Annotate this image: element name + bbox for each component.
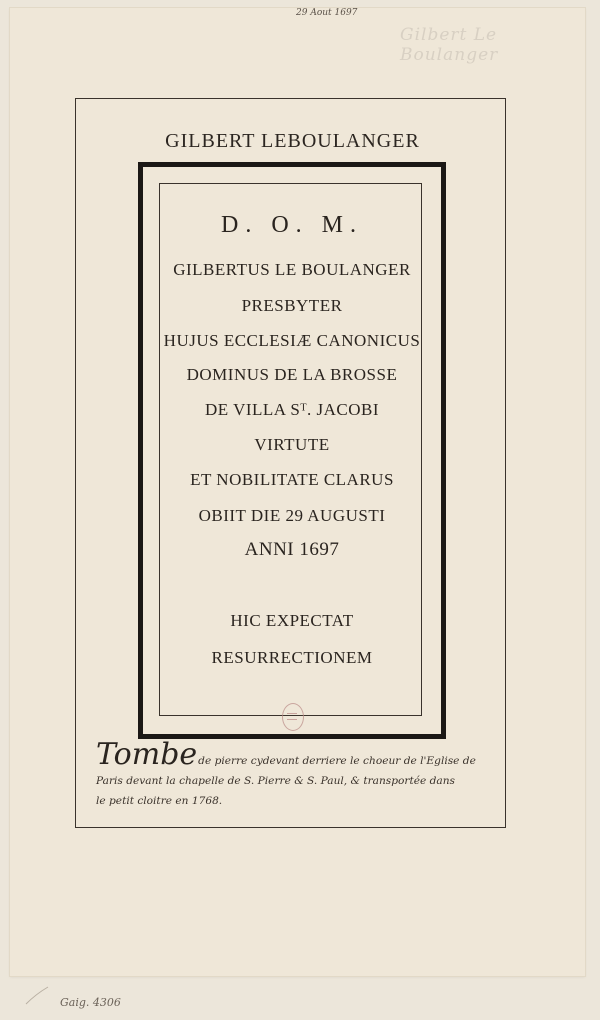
caption-line-1: de pierre cydevant derriere le choeur de l'Eglise de — [198, 755, 476, 767]
pencil-mark — [24, 984, 58, 1006]
top-handwritten-note: 29 Aout 1697 — [296, 8, 358, 18]
inscription-line: RESURRECTIONEM — [211, 648, 373, 667]
inscription-line: ET NOBILITATE CLARUS — [190, 470, 394, 489]
caption-line-3: le petit cloitre en 1768. — [96, 795, 223, 807]
inscription-line: DE VILLA Sᵀ. JACOBI — [204, 400, 380, 419]
inscription-line: PRESBYTER — [241, 296, 343, 315]
inscription-line: VIRTUTE — [254, 435, 330, 454]
inscription-line: OBIIT DIE 29 AUGUSTI — [198, 506, 386, 525]
caption-line-2: Paris devant la chapelle de S. Pierre & S. Paul, & transportée dans — [96, 775, 455, 787]
inscription-line: GILBERTUS LE BOULANGER — [173, 260, 411, 279]
catalogue-number: Gaig. 4306 — [60, 996, 121, 1009]
inscription-line: HIC EXPECTAT — [230, 611, 354, 630]
library-stamp — [282, 703, 304, 731]
caption-initial-word: Tombe — [96, 737, 198, 772]
inscription-line: DOMINUS DE LA BROSSE — [186, 365, 398, 384]
caption-text — [96, 737, 496, 811]
page-title: GILBERT LEBOULANGER — [165, 130, 420, 152]
inscription-line: ANNI 1697 — [244, 539, 340, 560]
inscription-dom: D. O. M. — [220, 212, 363, 238]
faint-pencil-note: Gilbert Le Boulanger — [400, 25, 499, 65]
inscription-line: HUJUS ECCLESIÆ CANONICUS — [163, 331, 421, 350]
